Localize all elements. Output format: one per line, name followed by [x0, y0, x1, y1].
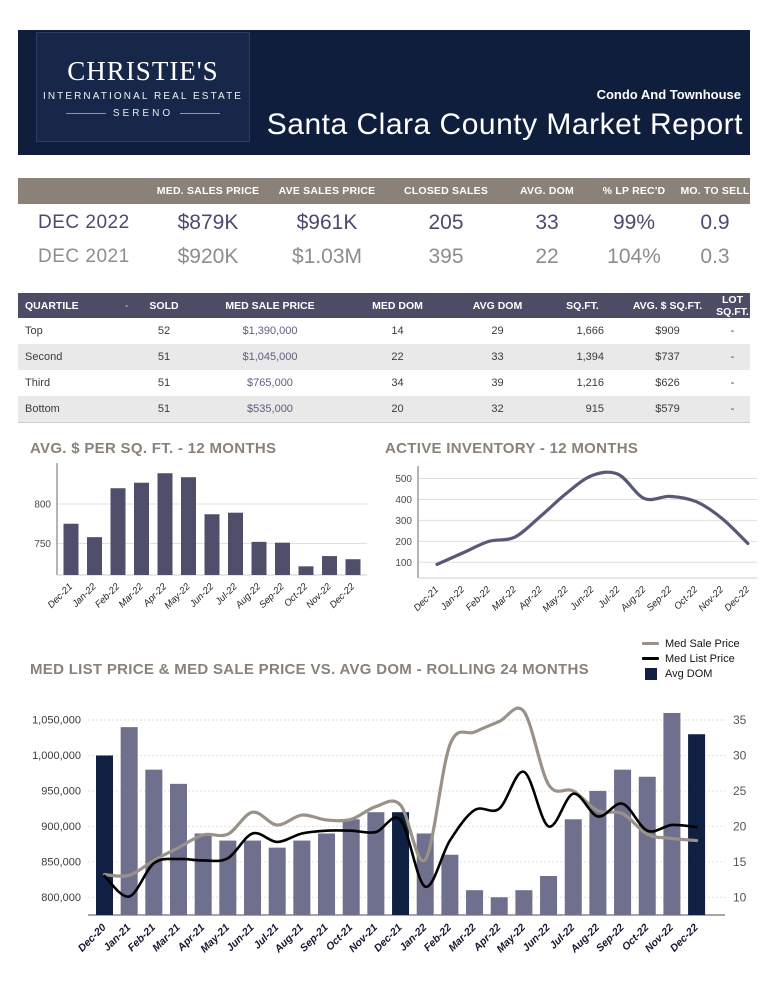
- summary-col-med-sales-price: MED. SALES PRICE: [156, 185, 260, 197]
- summary-col-avg-dom: AVG. DOM: [520, 185, 574, 197]
- logo-region-text: [66, 108, 220, 119]
- svg-text:800: 800: [34, 499, 51, 511]
- quartile-header-label: QUARTILE: [25, 299, 79, 312]
- svg-text:10: 10: [733, 890, 747, 905]
- svg-text:Sep-22: Sep-22: [644, 584, 675, 614]
- med-list-price-line-swatch: [642, 657, 659, 660]
- quartile-col-med-dom: MED DOM: [372, 299, 423, 312]
- quartile-name: Third: [25, 377, 51, 389]
- sold-value: 52: [157, 325, 171, 337]
- svg-text:400: 400: [395, 494, 412, 506]
- svg-text:May-22: May-22: [540, 584, 571, 615]
- summary-table-header: [18, 178, 750, 204]
- svg-text:Jul-22: Jul-22: [596, 584, 623, 611]
- svg-text:35: 35: [733, 713, 747, 728]
- med-sales-price-value: $920K: [177, 244, 239, 268]
- svg-text:May-22: May-22: [162, 581, 193, 612]
- svg-text:Nov-22: Nov-22: [696, 584, 727, 614]
- avg-dom-value: 33: [535, 210, 559, 234]
- avg-price-sqft-bar-chart: [30, 460, 375, 630]
- quartile-col-sold: SOLD: [149, 299, 179, 312]
- svg-text:Mar-22: Mar-22: [116, 581, 146, 611]
- svg-text:Oct-21: Oct-21: [323, 921, 356, 954]
- combo-chart-legend: [642, 636, 740, 681]
- sqft-value: 1,394: [576, 351, 604, 363]
- avg-dollar-sqft-value: $626: [655, 377, 680, 389]
- svg-text:800,000: 800,000: [41, 891, 81, 904]
- svg-text:Jun-22: Jun-22: [568, 584, 597, 613]
- legend-item-avg-dom: [642, 666, 740, 681]
- logo-division-text: INTERNATIONAL REAL ESTATE: [42, 90, 244, 102]
- svg-text:750: 750: [34, 538, 51, 550]
- active-inventory-chart-title: ACTIVE INVENTORY - 12 MONTHS: [385, 440, 639, 457]
- legend-item-med-sale-price: [642, 636, 740, 651]
- table-row-top-quartile: [18, 318, 750, 344]
- svg-text:Aug-22: Aug-22: [233, 581, 264, 611]
- med-dom-value: 22: [391, 351, 404, 363]
- med-sale-price-value: $535,000: [247, 403, 293, 415]
- svg-text:Jun-21: Jun-21: [224, 921, 257, 955]
- svg-text:Dec-22: Dec-22: [667, 921, 701, 955]
- ave-sales-price-value: $1.03M: [291, 244, 363, 268]
- avg-dollar-sqft-value: $737: [655, 351, 680, 363]
- svg-text:Dec-20: Dec-20: [75, 921, 109, 955]
- lot-sqft-value: -: [730, 377, 735, 389]
- med-sale-price-value: $1,390,000: [242, 325, 298, 337]
- quartile-col-med-sale-price: MED SALE PRICE: [225, 299, 315, 312]
- summary-row-dec-2021: [18, 240, 750, 273]
- sqft-value: 1,666: [576, 325, 604, 337]
- med-sale-price-value: $765,000: [247, 377, 293, 389]
- svg-text:Apr-22: Apr-22: [471, 921, 504, 954]
- svg-text:Jun-22: Jun-22: [520, 921, 553, 955]
- sort-indicator-icon: ·: [125, 298, 129, 313]
- lp-recd-value: 99%: [612, 210, 656, 234]
- svg-text:20: 20: [733, 819, 747, 834]
- table-row-third-quartile: [18, 370, 750, 396]
- mo-to-sell-value: 0.9: [700, 210, 730, 234]
- svg-text:300: 300: [395, 515, 412, 527]
- report-header: [18, 30, 750, 155]
- svg-text:Oct-22: Oct-22: [672, 584, 701, 613]
- page-title: Santa Clara County Market Report: [266, 108, 743, 141]
- med-sale-price-value: $1,045,000: [242, 351, 298, 363]
- svg-text:Oct-22: Oct-22: [619, 921, 652, 954]
- avg-dom-value: 33: [491, 351, 504, 363]
- lot-sqft-value: -: [730, 325, 735, 337]
- active-inventory-line-chart: [385, 460, 763, 630]
- sqft-value: 1,216: [576, 377, 604, 389]
- svg-text:Feb-22: Feb-22: [93, 581, 123, 611]
- quartile-name: Bottom: [25, 403, 60, 415]
- svg-text:Mar-22: Mar-22: [446, 921, 479, 955]
- lp-recd-value: 104%: [607, 244, 661, 268]
- svg-text:Apr-22: Apr-22: [516, 584, 545, 613]
- legend-item-med-list-price: [642, 651, 740, 666]
- svg-text:Oct-22: Oct-22: [282, 581, 311, 610]
- mo-to-sell-value: 0.3: [700, 244, 730, 268]
- closed-sales-value: 395: [428, 244, 464, 268]
- quartile-col-quartile: [18, 299, 133, 313]
- avg-dom-value: 22: [535, 244, 559, 268]
- svg-text:Jul-22: Jul-22: [213, 581, 240, 608]
- svg-text:Sep-21: Sep-21: [297, 921, 331, 955]
- sqft-value: 915: [585, 403, 604, 415]
- quartile-col-avg-dom: AVG DOM: [472, 299, 523, 312]
- svg-text:25: 25: [733, 783, 747, 798]
- svg-text:Jan-22: Jan-22: [70, 581, 99, 610]
- svg-text:Jul-21: Jul-21: [251, 921, 282, 952]
- christies-sereno-logo: [36, 32, 250, 142]
- svg-text:May-21: May-21: [198, 921, 232, 956]
- lot-sqft-value: -: [730, 403, 735, 415]
- avg-dom-value: 32: [491, 403, 504, 415]
- logo-rule-left: [66, 113, 106, 114]
- svg-text:Sep-22: Sep-22: [593, 921, 627, 955]
- summary-row-dec-2022: [18, 206, 750, 239]
- med-dom-value: 34: [391, 377, 404, 389]
- svg-text:900,000: 900,000: [41, 820, 81, 833]
- table-row-bottom-quartile: [18, 396, 750, 422]
- med-sales-price-value: $879K: [177, 210, 239, 234]
- table-row-second-quartile: [18, 344, 750, 370]
- quartile-col-lot-sqft: LOT SQ.FT.: [716, 293, 749, 318]
- quartile-name: Top: [25, 325, 43, 337]
- svg-text:Mar-22: Mar-22: [489, 584, 519, 614]
- svg-text:Dec-22: Dec-22: [327, 581, 358, 611]
- svg-text:100: 100: [395, 557, 412, 569]
- property-type-label: Condo And Townhouse: [596, 87, 741, 102]
- logo-brand-text: CHRISTIE'S: [67, 55, 219, 86]
- svg-text:950,000: 950,000: [41, 785, 81, 798]
- svg-text:May-22: May-22: [494, 921, 529, 956]
- quartile-col-sqft: SQ.FT.: [566, 299, 599, 312]
- summary-col-lp-recd: % LP REC'D: [602, 185, 666, 197]
- summary-row-label: DEC 2021: [38, 245, 130, 267]
- avg-dollar-sqft-value: $909: [655, 325, 680, 337]
- svg-text:Nov-21: Nov-21: [346, 921, 380, 955]
- table-bottom-divider: [18, 422, 750, 423]
- svg-text:Aug-22: Aug-22: [618, 584, 649, 614]
- closed-sales-value: 205: [428, 210, 464, 234]
- lot-sqft-value: -: [730, 351, 735, 363]
- med-sale-price-line-swatch: [642, 642, 659, 645]
- quartile-name: Second: [25, 351, 63, 363]
- summary-col-closed-sales: CLOSED SALES: [403, 185, 489, 197]
- sold-value: 51: [157, 351, 171, 363]
- svg-text:Sep-22: Sep-22: [257, 581, 287, 611]
- svg-text:Aug-22: Aug-22: [568, 921, 603, 956]
- sold-value: 51: [157, 377, 171, 389]
- svg-text:850,000: 850,000: [41, 856, 81, 869]
- svg-text:Feb-21: Feb-21: [125, 921, 158, 955]
- svg-text:Feb-22: Feb-22: [421, 921, 455, 955]
- med-dom-value: 20: [391, 403, 404, 415]
- svg-text:Aug-21: Aug-21: [272, 921, 306, 956]
- svg-text:Dec-22: Dec-22: [722, 584, 752, 614]
- med-dom-value: 14: [391, 325, 404, 337]
- logo-region-label: SERENO: [112, 107, 174, 119]
- avg-dom-bar-swatch: [645, 668, 657, 680]
- avg-price-sqft-chart-title: AVG. $ PER SQ. FT. - 12 MONTHS: [30, 440, 277, 457]
- svg-text:30: 30: [733, 748, 747, 763]
- svg-text:Dec-21: Dec-21: [45, 581, 76, 611]
- sold-value: 51: [157, 403, 171, 415]
- svg-text:Nov-22: Nov-22: [642, 921, 677, 955]
- summary-col-ave-sales-price: AVE SALES PRICE: [278, 185, 376, 197]
- svg-text:Jan-22: Jan-22: [438, 584, 468, 613]
- summary-row-label: DEC 2022: [38, 211, 130, 233]
- svg-text:Apr-22: Apr-22: [141, 581, 170, 610]
- svg-text:Mar-21: Mar-21: [150, 921, 183, 955]
- svg-text:Jun-22: Jun-22: [187, 581, 217, 610]
- avg-dom-value: 29: [491, 325, 504, 337]
- svg-text:1,000,000: 1,000,000: [32, 749, 81, 762]
- quartile-col-avg-dollar-sqft: AVG. $ SQ.FT.: [632, 299, 703, 312]
- avg-dom-value: 39: [491, 377, 504, 389]
- logo-rule-right: [180, 113, 220, 114]
- svg-text:Jan-22: Jan-22: [397, 921, 430, 954]
- price-vs-dom-chart-title: MED LIST PRICE & MED SALE PRICE VS. AVG DOM - ROLLING 24 MONTHS: [30, 661, 589, 678]
- ave-sales-price-value: $961K: [296, 210, 358, 234]
- svg-text:15: 15: [733, 854, 747, 869]
- svg-text:Dec-21: Dec-21: [371, 921, 405, 955]
- svg-text:Apr-21: Apr-21: [175, 921, 208, 954]
- svg-text:Jul-22: Jul-22: [547, 921, 578, 952]
- avg-dollar-sqft-value: $579: [655, 403, 680, 415]
- summary-col-mo-to-sell: MO. TO SELL: [680, 185, 750, 197]
- svg-text:Feb-22: Feb-22: [463, 584, 493, 614]
- legend-label: Med List Price: [665, 652, 735, 665]
- legend-label: Avg DOM: [665, 667, 713, 680]
- svg-text:Dec-21: Dec-21: [411, 584, 442, 614]
- svg-text:1,050,000: 1,050,000: [32, 714, 81, 727]
- price-vs-dom-combo-chart: [25, 698, 767, 992]
- quartile-table-header: [18, 293, 750, 318]
- legend-label: Med Sale Price: [665, 637, 740, 650]
- svg-text:Nov-22: Nov-22: [304, 581, 334, 611]
- svg-text:500: 500: [395, 474, 412, 486]
- svg-text:200: 200: [395, 536, 412, 548]
- svg-text:Jan-21: Jan-21: [101, 921, 134, 954]
